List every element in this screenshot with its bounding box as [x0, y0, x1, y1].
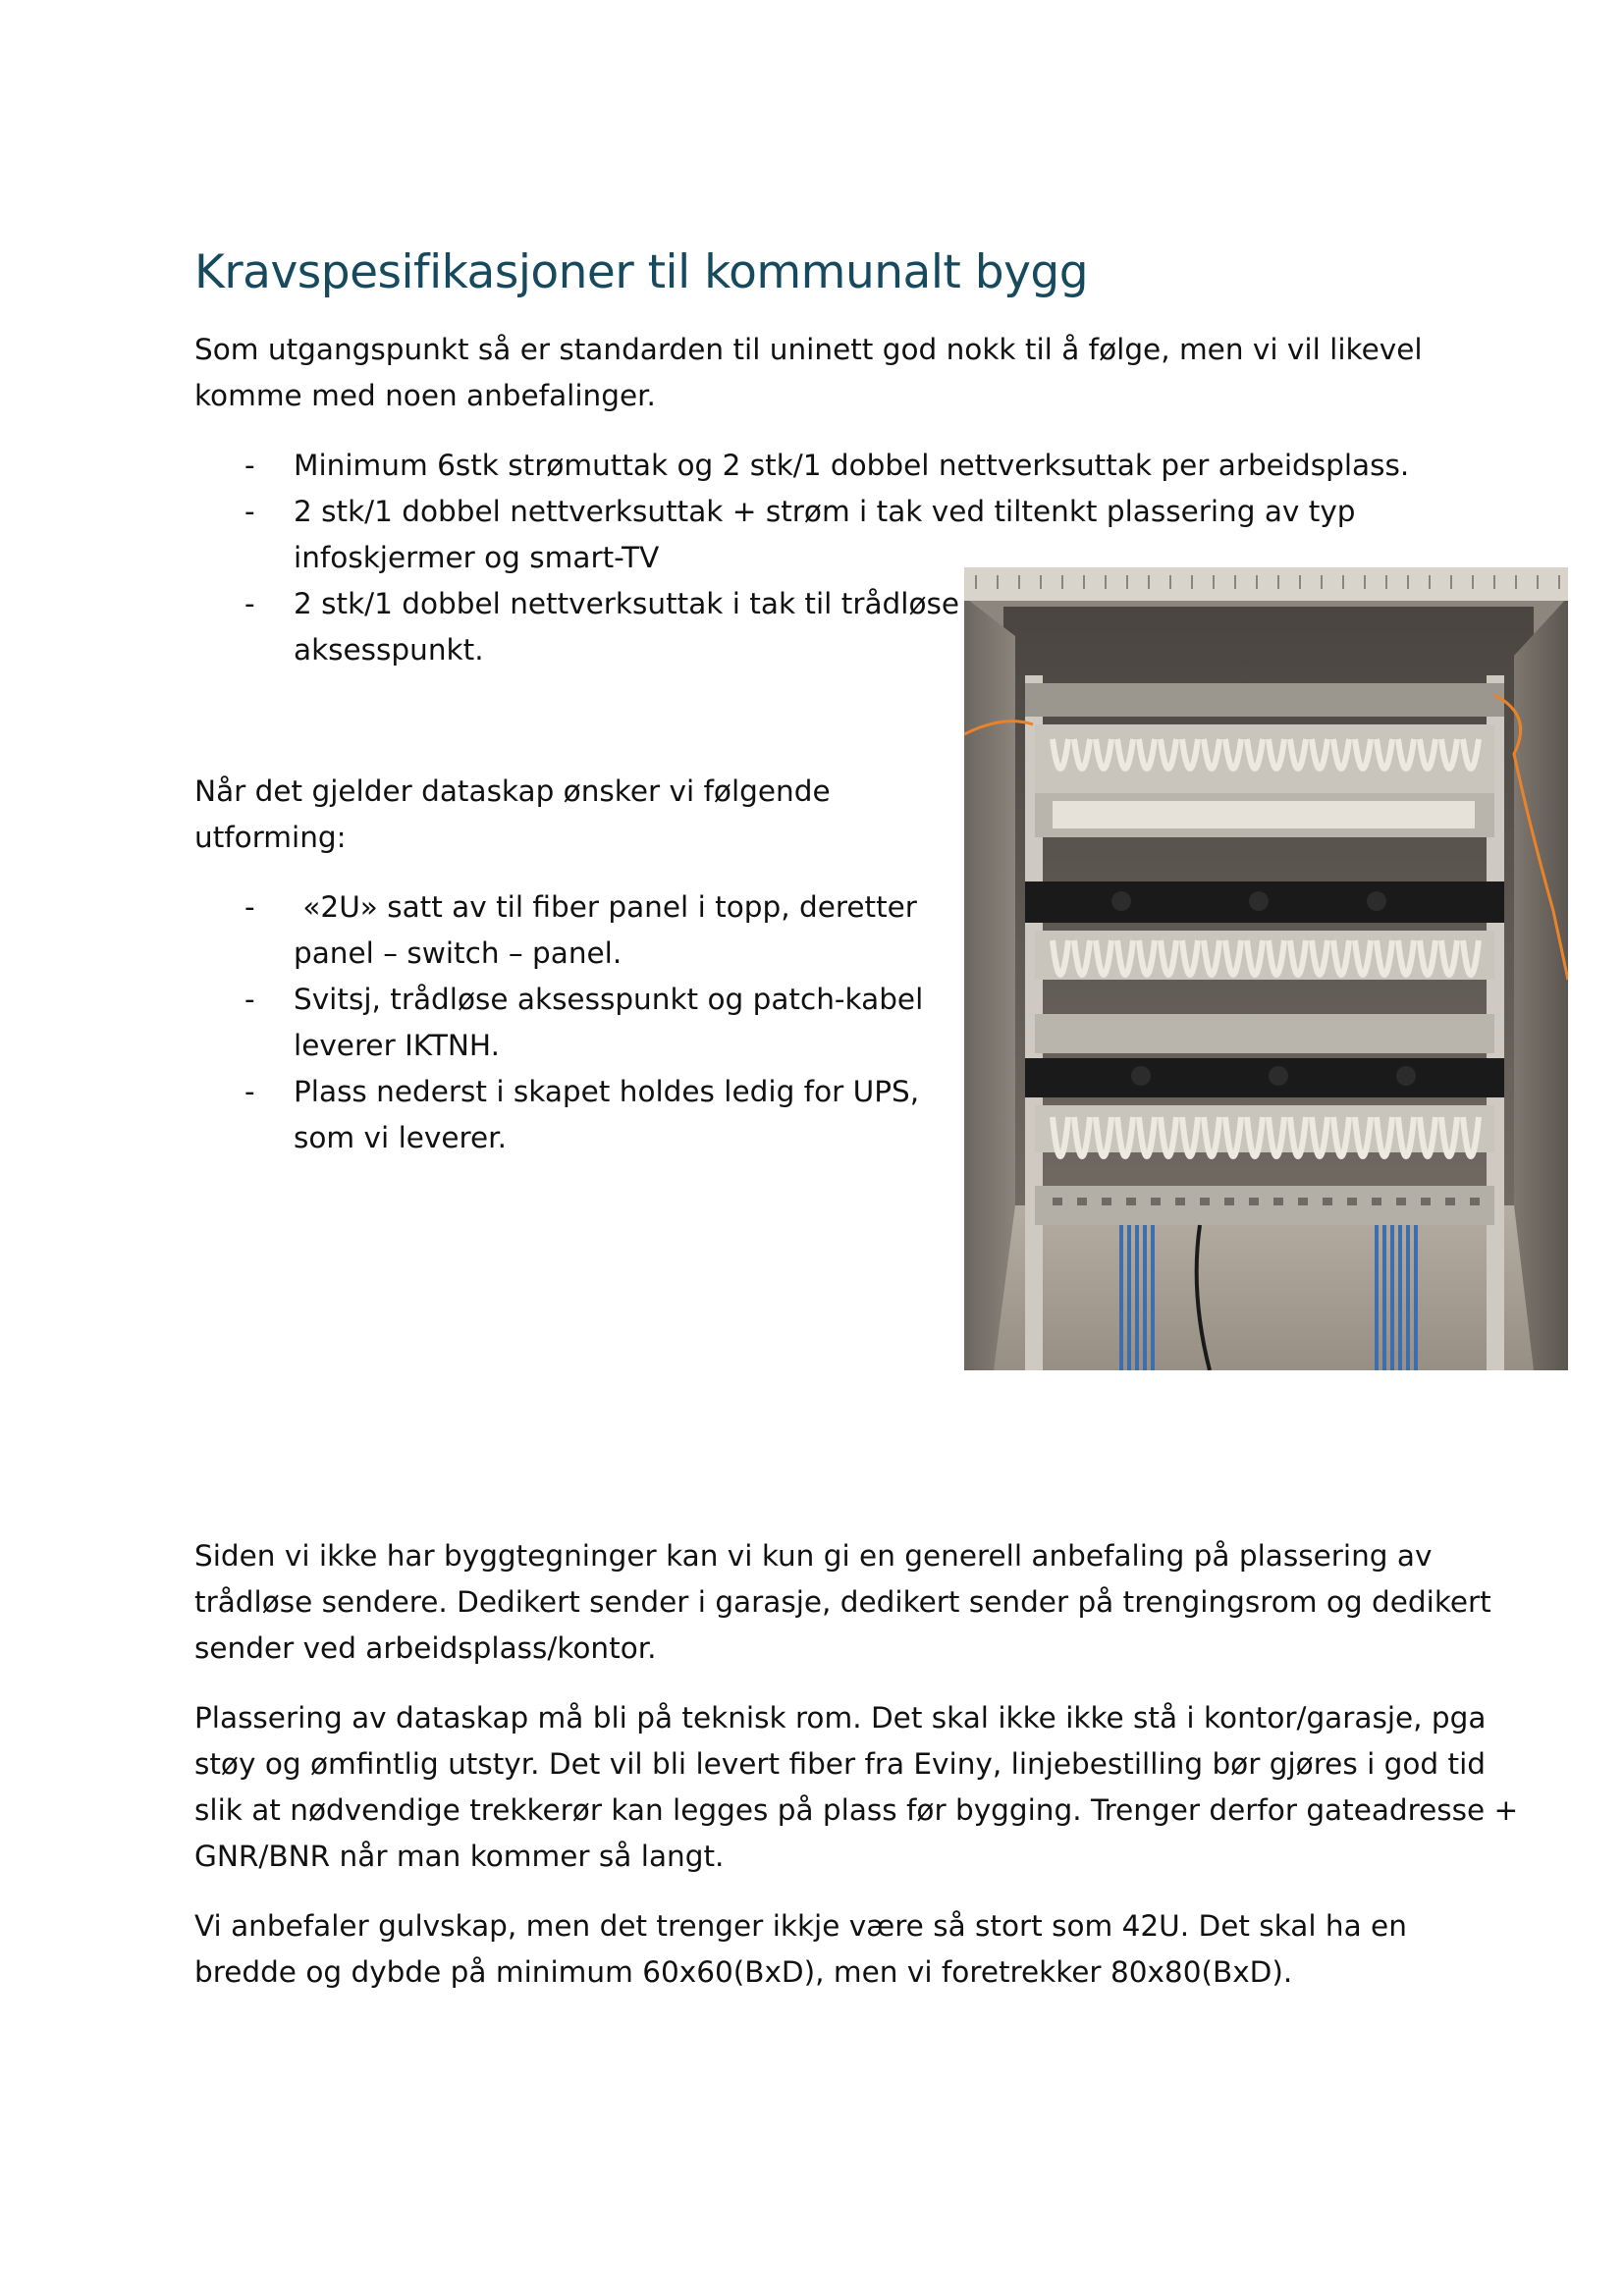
- datacabinet-intro: [194, 769, 831, 861]
- recommendation-line-1: Vi anbefaler gulvskap, men det trenger ikkje være så stort som 42U. Det skal ha en: [194, 1909, 1407, 1943]
- intro-paragraph: [194, 327, 1423, 419]
- wireless-line-1: Siden vi ikke har byggtegninger kan vi kun gi en generell anbefaling på plassering av: [194, 1539, 1433, 1573]
- requirement-text: 2 stk/1 dobbel nettverksuttak i tak til trådløse: [294, 587, 960, 620]
- placement-line-2: støy og ømfintlig utstyr. Det vil bli levert fiber fra Eviny, linjebestilling bør gjøres i god tid: [194, 1747, 1487, 1781]
- server-rack-photo: [964, 567, 1568, 1370]
- placement-line-4: GNR/BNR når man kommer så langt.: [194, 1840, 725, 1873]
- datacabinet-text: leverer IKTNH.: [294, 1029, 500, 1062]
- datacabinet-item: [194, 1069, 923, 1161]
- datacabinet-text: Plass nederst i skapet holdes ledig for UPS,: [294, 1075, 920, 1108]
- placement-line-1: Plassering av dataskap må bli på teknisk rom. Det skal ikke ikke stå i kontor/garasje, pga: [194, 1701, 1487, 1735]
- datacabinet-item: [194, 977, 923, 1069]
- placement-line-3: slik at nødvendige trekkerør kan legges på plass før bygging. Trenger derfor gateadresse +: [194, 1793, 1519, 1827]
- recommendation-line-2: bredde og dybde på minimum 60x60(BxD), men vi foretrekker 80x80(BxD).: [194, 1955, 1293, 1989]
- datacabinet-text: «2U» satt av til fiber panel i topp, deretter: [294, 890, 917, 924]
- intro-line-1: Som utgangspunkt så er standarden til uninett god nokk til å følge, men vi vil likevel: [194, 333, 1423, 366]
- list-dash: -: [244, 890, 255, 924]
- requirement-item: [194, 443, 1409, 489]
- requirement-text: aksesspunkt.: [294, 633, 484, 667]
- page-title: Kravspesifikasjoner til kommunalt bygg: [194, 245, 1089, 299]
- wireless-line-3: sender ved arbeidsplass/kontor.: [194, 1631, 657, 1665]
- datacabinet-item: [194, 884, 923, 977]
- list-dash: -: [244, 983, 255, 1016]
- requirement-text: infoskjermer og smart-TV: [294, 541, 660, 574]
- datacabinet-intro-line-2: utforming:: [194, 821, 347, 854]
- datacabinet-intro-line-1: Når det gjelder dataskap ønsker vi følgende: [194, 774, 831, 808]
- recommendation-paragraph: [194, 1903, 1407, 1996]
- placement-paragraph: [194, 1695, 1518, 1880]
- wireless-paragraph: [194, 1533, 1491, 1672]
- list-dash: -: [244, 449, 255, 482]
- intro-line-2: komme med noen anbefalinger.: [194, 379, 656, 412]
- requirement-text: 2 stk/1 dobbel nettverksuttak + strøm i tak ved tiltenkt plassering av typ: [294, 495, 1356, 528]
- requirement-text: Minimum 6stk strømuttak og 2 stk/1 dobbel nettverksuttak per arbeidsplass.: [294, 449, 1410, 482]
- datacabinet-text: som vi leverer.: [294, 1121, 507, 1154]
- wireless-line-2: trådløse sendere. Dedikert sender i garasje, dedikert sender på trengingsrom og dedikert: [194, 1585, 1491, 1619]
- datacabinet-list: [194, 884, 923, 1161]
- datacabinet-text: Svitsj, trådløse aksesspunkt og patch-kabel: [294, 983, 924, 1016]
- list-dash: -: [244, 587, 255, 620]
- list-dash: -: [244, 495, 255, 528]
- list-dash: -: [244, 1075, 255, 1108]
- datacabinet-text: panel – switch – panel.: [294, 936, 623, 970]
